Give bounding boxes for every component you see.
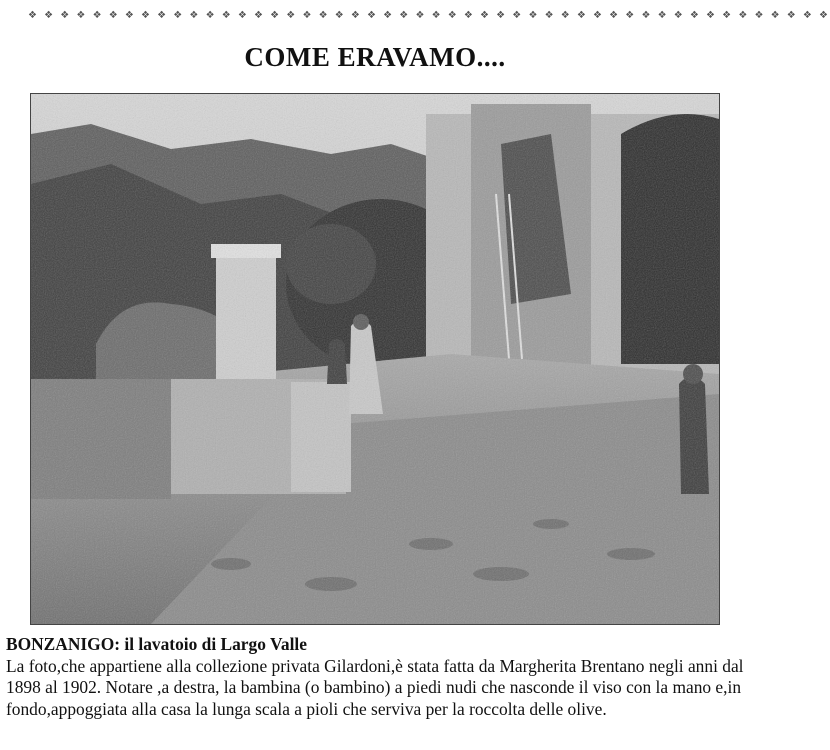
caption-body: La foto,che appartiene alla collezione privata Gilardoni,è stata fatta da Margherita Brentano negli anni dal 1898 al 1902. Notare ,a destra, la bambina (o bambino) a piedi nudi che nasconde il viso con la mano e,in fondo,appoggiata alla casa la lunga scala a pioli che serviva per la roccolta delle olive.: [6, 655, 744, 719]
historic-photograph: [30, 93, 720, 625]
page-title: COME ERAVAMO....: [244, 42, 506, 72]
caption-heading: BONZANIGO: il lavatoio di Largo Valle: [6, 634, 307, 654]
photo-caption: [6, 634, 746, 720]
decorative-border: ❖ ❖ ❖ ❖ ❖ ❖ ❖ ❖ ❖ ❖ ❖ ❖ ❖ ❖ ❖ ❖ ❖ ❖ ❖ ❖ ❖ ❖ ❖ ❖ ❖ ❖ ❖ ❖ ❖ ❖ ❖ ❖ ❖ ❖ ❖ ❖ ❖ ❖ ❖ ❖ ❖ ❖ ❖ ❖ ❖ ❖ ❖ ❖ ❖ ❖: [28, 10, 830, 21]
